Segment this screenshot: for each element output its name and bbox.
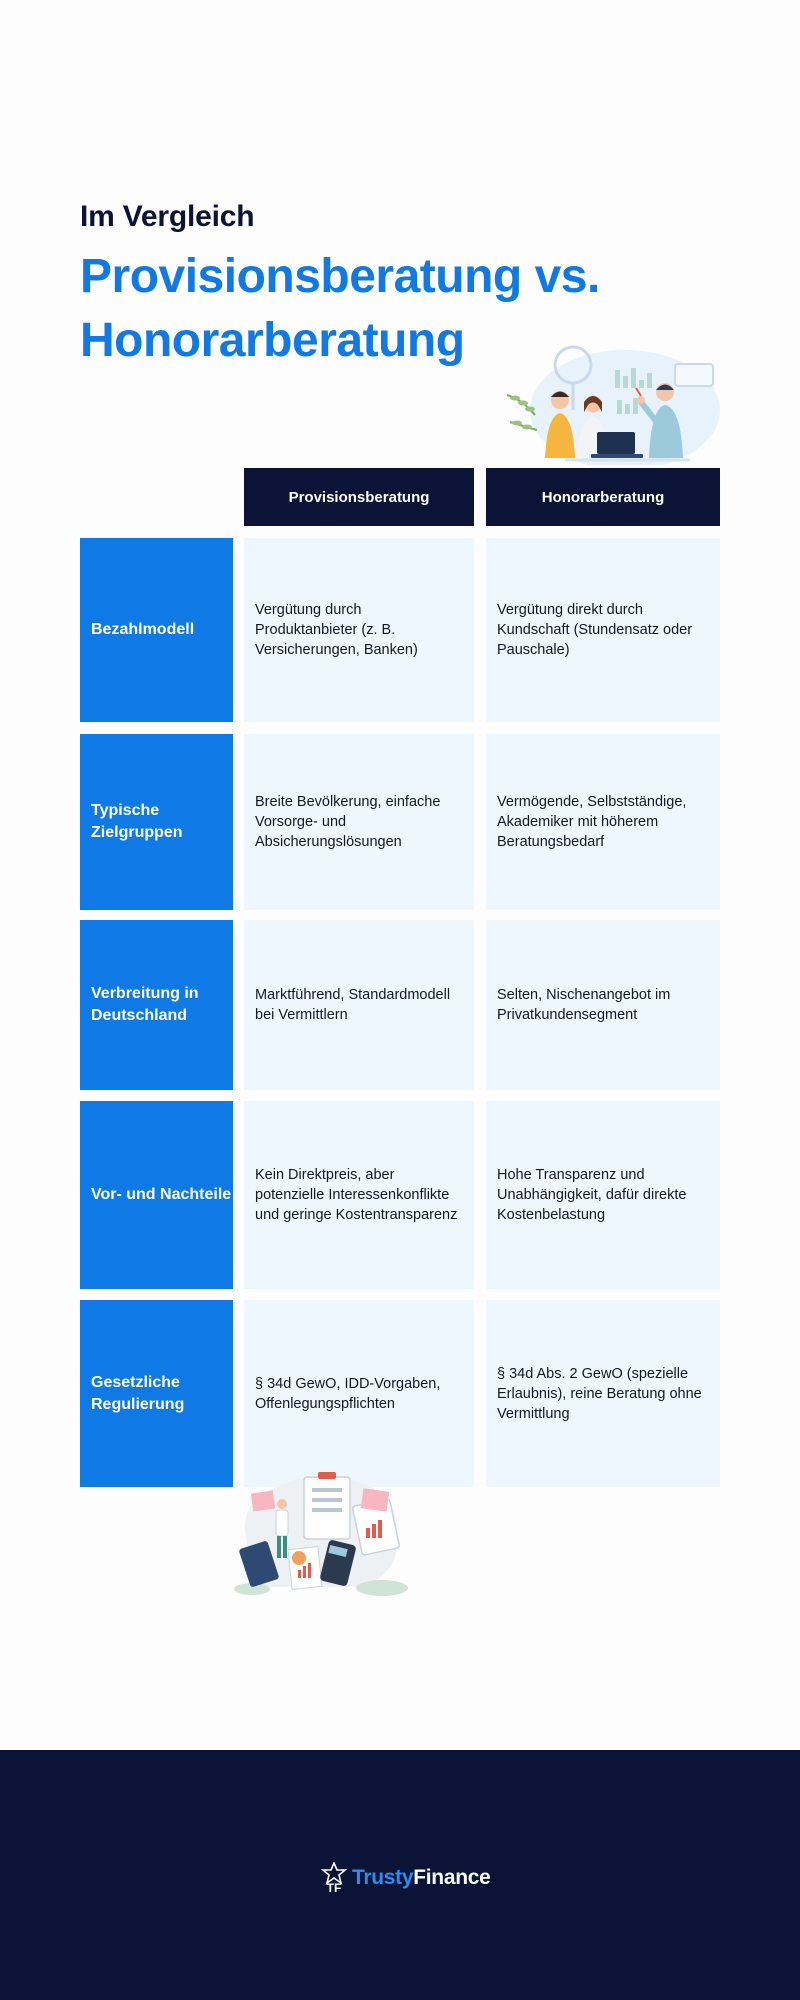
- page-kicker: Im Vergleich: [80, 200, 255, 233]
- brand-name-part2: Finance: [413, 1866, 491, 1889]
- finance-documents-illustration: [222, 1462, 417, 1597]
- table-cell: Vermögende, Selbstständige, Akademiker mit höherem Beratungsbedarf: [486, 734, 720, 910]
- row-label-bezahlmodell: Bezahlmodell: [80, 538, 233, 722]
- table-cell: Marktführend, Standardmodell bei Vermittlern: [244, 920, 474, 1090]
- trustyfinance-logo-icon: [320, 1862, 348, 1894]
- table-cell: Breite Bevölkerung, einfache Vorsorge- und Absicherungslösungen: [244, 734, 474, 910]
- row-label-typische-zielgruppen: Typische Zielgruppen: [80, 734, 233, 910]
- column-header-honorarberatung: Honorarberatung: [486, 468, 720, 526]
- row-label-vor-und-nachteile: Vor- und Nachteile: [80, 1101, 233, 1289]
- table-cell: Vergütung direkt durch Kundschaft (Stundensatz oder Pauschale): [486, 538, 720, 722]
- column-header-provisionsberatung: Provisionsberatung: [244, 468, 474, 526]
- brand-name: [352, 1866, 491, 1890]
- logo-monogram: TF: [326, 1881, 342, 1894]
- table-cell: Hohe Transparenz und Unabhängigkeit, dafür direkte Kostenbelastung: [486, 1101, 720, 1289]
- footer: [0, 1750, 800, 2000]
- brand-logo[interactable]: [320, 1860, 491, 1896]
- table-cell: Vergütung durch Produktanbieter (z. B. Versicherungen, Banken): [244, 538, 474, 722]
- table-cell: § 34d GewO, IDD-Vorgaben, Offenlegungspflichten: [244, 1300, 474, 1487]
- team-meeting-illustration: [505, 340, 720, 465]
- table-cell: § 34d Abs. 2 GewO (spezielle Erlaubnis), reine Beratung ohne Vermittlung: [486, 1300, 720, 1487]
- page-title: Provisionsberatung vs. Honorarberatung: [80, 250, 600, 367]
- row-label-verbreitung: Verbreitung in Deutschland: [80, 920, 233, 1090]
- brand-name-part1: Trusty: [352, 1866, 414, 1889]
- row-label-gesetzliche-regulierung: Gesetzliche Regulierung: [80, 1300, 233, 1487]
- table-cell: Selten, Nischenangebot im Privatkundensegment: [486, 920, 720, 1090]
- table-cell: Kein Direktpreis, aber potenzielle Interessenkonflikte und geringe Kostentransparenz: [244, 1101, 474, 1289]
